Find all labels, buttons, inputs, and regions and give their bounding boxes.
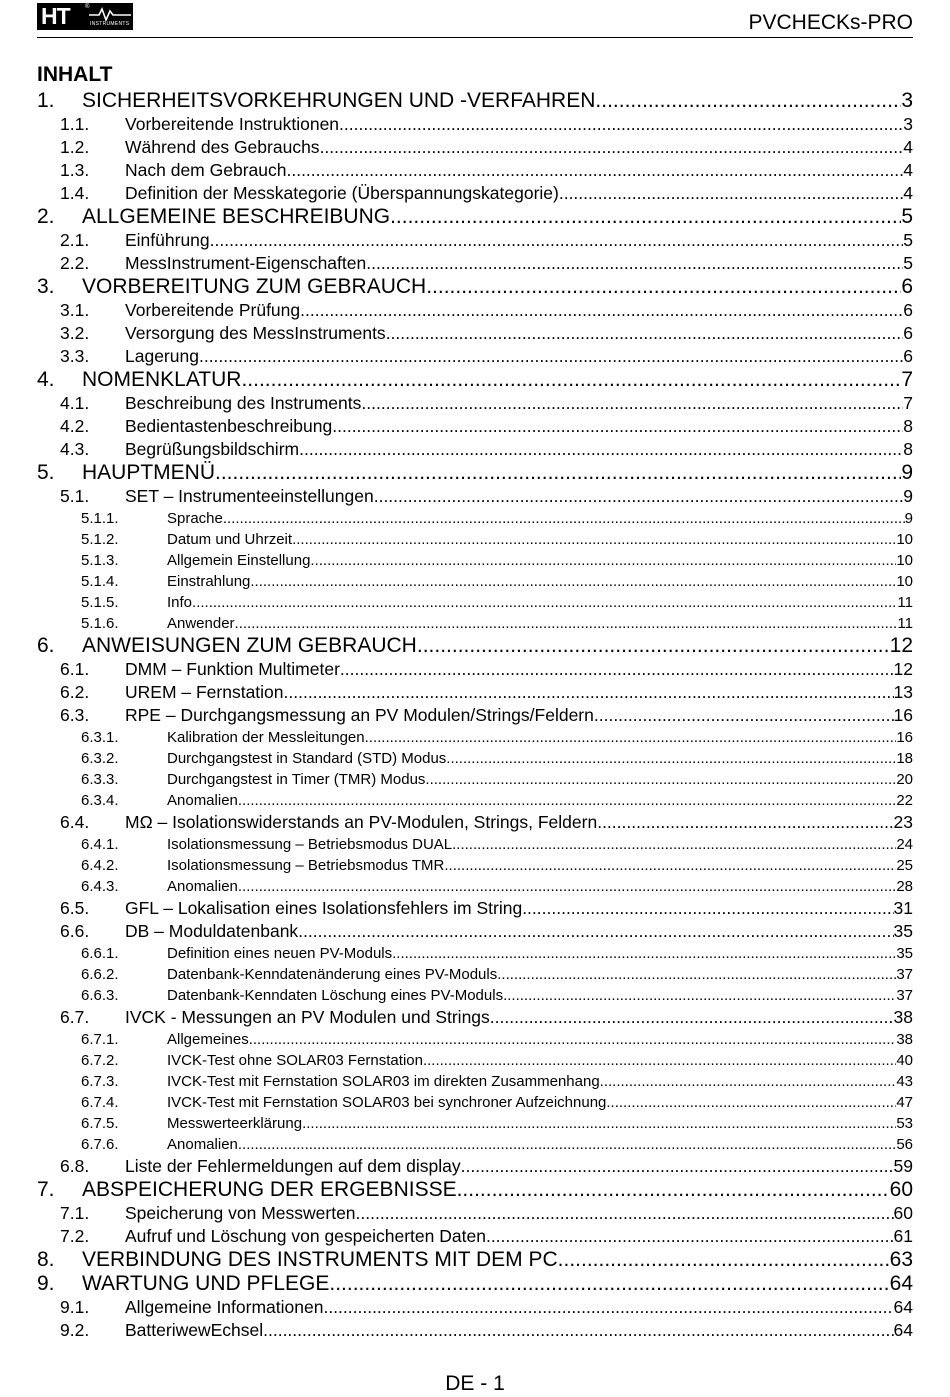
toc-entry-label: IVCK-Test mit Fernstation SOLAR03 im direkten Zusammenhang xyxy=(167,1073,600,1090)
toc-entry-label: Lagerung xyxy=(125,346,199,366)
toc-entry-label: GFL – Lokalisation eines Isolationsfehlers im String xyxy=(125,898,523,918)
toc-entry-6-7-1[interactable] xyxy=(37,1029,913,1050)
toc-entry-leader xyxy=(215,461,901,485)
toc-entry-number: 6.4.3. xyxy=(81,878,119,895)
toc-entry-page: 6 xyxy=(903,323,913,343)
toc-entry-leader xyxy=(356,1202,894,1225)
toc-entry-leader xyxy=(423,1050,896,1071)
toc-entry-leader xyxy=(606,1092,896,1113)
toc-entry-label: Anomalien xyxy=(167,878,238,895)
toc-entry-label: Definition der Messkategorie (Überspannungskategorie) xyxy=(125,183,559,203)
toc-entry-page: 11 xyxy=(897,615,913,632)
toc-entry-number: 6.6.1. xyxy=(81,945,119,962)
toc-entry-leader xyxy=(497,964,896,985)
toc-entry-label: RPE – Durchgangsmessung an PV Modulen/Strings/Feldern xyxy=(125,705,594,725)
toc-entry-number: 8. xyxy=(37,1248,55,1271)
toc-entry-number: 9. xyxy=(37,1272,55,1295)
toc-entry-number: 1.4. xyxy=(60,183,90,203)
toc-entry-number: 6.6.2. xyxy=(81,966,119,983)
toc-entry-page: 38 xyxy=(893,1007,913,1027)
toc-entry-leader xyxy=(594,704,894,727)
toc-entry-leader xyxy=(302,1113,896,1134)
toc-entry-leader xyxy=(192,592,897,613)
toc-entry-label: IVCK - Messungen an PV Modulen und Strings xyxy=(125,1007,490,1027)
toc-entry-page: 16 xyxy=(896,729,913,746)
toc-entry-leader xyxy=(284,681,894,704)
toc-entry-page: 7 xyxy=(903,393,913,413)
toc-entry-leader xyxy=(600,1071,897,1092)
toc-entry-6-6-1[interactable] xyxy=(37,943,913,964)
toc-entry-label: Während des Gebrauchs xyxy=(125,137,320,157)
toc-entry-number: 6.1. xyxy=(60,659,90,679)
toc-entry-page: 5 xyxy=(901,205,913,228)
toc-entry-page: 37 xyxy=(896,987,913,1004)
toc-entry-6-3[interactable] xyxy=(37,704,913,727)
toc-entry-6-4-1[interactable] xyxy=(37,834,913,855)
ht-logo xyxy=(37,3,133,30)
toc-entry-number: 6.7.1. xyxy=(81,1031,119,1048)
toc-entry-6-3-3[interactable] xyxy=(37,769,913,790)
toc-entry-number: 6.2. xyxy=(60,682,90,702)
toc-entry-page: 38 xyxy=(896,1031,913,1048)
toc-entry-label: Einführung xyxy=(125,230,210,250)
toc-entry-label: SET – Instrumenteeinstellungen xyxy=(125,486,374,506)
toc-entry-label: DMM – Funktion Multimeter xyxy=(125,659,340,679)
toc-entry-6-7-2[interactable] xyxy=(37,1050,913,1071)
toc-entry-7[interactable] xyxy=(37,1178,913,1202)
toc-entry-label: ABSPEICHERUNG DER ERGEBNISSE xyxy=(82,1178,457,1201)
toc-entry-label: VORBEREITUNG ZUM GEBRAUCH xyxy=(82,275,427,298)
toc-entry-number: 1.2. xyxy=(60,137,90,157)
toc-entry-label: Beschreibung des Instruments xyxy=(125,393,362,413)
toc-entry-5[interactable] xyxy=(37,461,913,485)
toc-entry-3[interactable] xyxy=(37,275,913,299)
toc-entry-leader xyxy=(241,368,901,392)
toc-entry-leader xyxy=(238,1134,896,1155)
toc-entry-5-1-2[interactable] xyxy=(37,529,913,550)
toc-entry-label: Isolationsmessung – Betriebsmodus TMR xyxy=(167,857,445,874)
toc-entry-number: 6.3.1. xyxy=(81,729,119,746)
toc-entry-6-7-6[interactable] xyxy=(37,1134,913,1155)
toc-entry-label: Nach dem Gebrauch xyxy=(125,160,287,180)
toc-entry-5-1-1[interactable] xyxy=(37,508,913,529)
toc-entry-page: 40 xyxy=(896,1052,913,1069)
toc-entry-1-4[interactable] xyxy=(37,182,913,205)
toc-entry-number: 6.7.2. xyxy=(81,1052,119,1069)
toc-entry-page: 37 xyxy=(896,966,913,983)
toc-entry-6-7-4[interactable] xyxy=(37,1092,913,1113)
toc-entry-number: 5.1.6. xyxy=(81,615,119,632)
toc-entry-label: Allgemein Einstellung xyxy=(167,552,311,569)
toc-entry-6-4-2[interactable] xyxy=(37,855,913,876)
toc-entry-page: 10 xyxy=(896,552,913,569)
toc-entry-page: 12 xyxy=(893,659,913,679)
toc-entry-number: 6.7.5. xyxy=(81,1115,119,1132)
toc-entry-2-2[interactable] xyxy=(37,252,913,275)
toc-entry-7-2[interactable] xyxy=(37,1225,913,1248)
toc-entry-leader xyxy=(286,159,903,182)
toc-entry-number: 3.1. xyxy=(60,300,90,320)
toc-entry-number: 6.3. xyxy=(60,705,90,725)
toc-entry-page: 22 xyxy=(896,792,913,809)
toc-entry-5-1-6[interactable] xyxy=(37,613,913,634)
toc-entry-leader xyxy=(300,299,903,322)
toc-entry-label: Sprache xyxy=(167,510,223,527)
toc-entry-number: 7.1. xyxy=(60,1203,90,1223)
table-of-contents xyxy=(37,89,913,1342)
toc-entry-leader xyxy=(486,1225,894,1248)
toc-entry-4-2[interactable] xyxy=(37,415,913,438)
toc-entry-number: 2.2. xyxy=(60,253,90,273)
toc-entry-number: 5.1.2. xyxy=(81,531,119,548)
toc-entry-number: 5. xyxy=(37,461,55,484)
toc-entry-label: IVCK-Test mit Fernstation SOLAR03 bei synchroner Aufzeichnung xyxy=(167,1094,607,1111)
toc-entry-9[interactable] xyxy=(37,1272,913,1296)
toc-entry-label: Kalibration der Messleitungen xyxy=(167,729,365,746)
toc-entry-leader xyxy=(461,1155,894,1178)
toc-entry-number: 6.7.4. xyxy=(81,1094,119,1111)
toc-entry-1[interactable] xyxy=(37,89,913,113)
toc-entry-page: 18 xyxy=(896,750,913,767)
toc-entry-number: 4.3. xyxy=(60,439,90,459)
toc-entry-page: 31 xyxy=(893,898,913,918)
toc-entry-label: Vorbereitende Instruktionen xyxy=(125,114,340,134)
toc-entry-label: NOMENKLATUR xyxy=(82,368,242,391)
toc-entry-label: Datenbank-Kenndatenänderung eines PV-Moduls xyxy=(167,966,498,983)
toc-entry-label: WARTUNG UND PFLEGE xyxy=(82,1272,330,1295)
toc-entry-number: 9.1. xyxy=(60,1297,90,1317)
toc-entry-number: 6.3.4. xyxy=(81,792,119,809)
toc-entry-page: 3 xyxy=(901,89,913,112)
toc-entry-page: 11 xyxy=(897,594,913,611)
toc-entry-page: 64 xyxy=(889,1272,913,1295)
toc-entry-page: 4 xyxy=(903,160,913,180)
toc-entry-leader xyxy=(559,182,903,205)
toc-entry-page: 9 xyxy=(904,510,913,527)
toc-entry-number: 7. xyxy=(37,1178,55,1201)
toc-entry-page: 28 xyxy=(896,878,913,895)
toc-entry-label: Definition eines neuen PV-Moduls xyxy=(167,945,393,962)
toc-entry-leader xyxy=(223,508,905,529)
toc-entry-6-4-3[interactable] xyxy=(37,876,913,897)
toc-entry-number: 5.1.1. xyxy=(81,510,119,527)
toc-entry-number: 6.6.3. xyxy=(81,987,119,1004)
toc-entry-label: Aufruf und Löschung von gespeicherten Daten xyxy=(125,1226,486,1246)
toc-entry-label: ALLGEMEINE BESCHREIBUNG xyxy=(82,205,391,228)
toc-title: INHALT xyxy=(37,63,113,86)
toc-entry-label: Messwerteerklärung xyxy=(167,1115,303,1132)
toc-entry-2[interactable] xyxy=(37,205,913,229)
toc-entry-number: 6.7. xyxy=(60,1007,90,1027)
toc-entry-9-2[interactable] xyxy=(37,1319,913,1342)
toc-entry-number: 6.4. xyxy=(60,812,90,832)
toc-entry-leader xyxy=(425,769,896,790)
toc-entry-page: 8 xyxy=(903,416,913,436)
toc-entry-leader xyxy=(238,790,896,811)
toc-entry-page: 16 xyxy=(893,705,913,725)
toc-entry-3-1[interactable] xyxy=(37,299,913,322)
toc-entry-leader xyxy=(235,613,898,634)
toc-entry-number: 3. xyxy=(37,275,55,298)
toc-entry-number: 2. xyxy=(37,205,55,228)
toc-entry-label: Versorgung des MessInstruments xyxy=(125,323,386,343)
toc-entry-number: 6.5. xyxy=(60,898,90,918)
toc-entry-leader xyxy=(503,985,896,1006)
toc-entry-leader xyxy=(250,571,896,592)
toc-entry-number: 4. xyxy=(37,368,55,391)
toc-entry-leader xyxy=(452,834,896,855)
toc-entry-label: ANWEISUNGEN ZUM GEBRAUCH xyxy=(82,634,417,657)
toc-entry-leader xyxy=(386,322,904,345)
toc-entry-number: 6.8. xyxy=(60,1156,90,1176)
toc-entry-leader xyxy=(392,943,896,964)
toc-entry-label: VERBINDUNG DES INSTRUMENTS MIT DEM PC xyxy=(82,1248,558,1271)
toc-entry-6-7-3[interactable] xyxy=(37,1071,913,1092)
toc-entry-page: 60 xyxy=(889,1178,913,1201)
toc-entry-page: 59 xyxy=(893,1156,913,1176)
toc-entry-page: 25 xyxy=(896,857,913,874)
toc-entry-6-1[interactable] xyxy=(37,658,913,681)
toc-entry-number: 7.2. xyxy=(60,1226,90,1246)
toc-entry-leader xyxy=(329,1272,889,1296)
toc-entry-7-1[interactable] xyxy=(37,1202,913,1225)
toc-entry-leader xyxy=(444,855,896,876)
toc-entry-leader xyxy=(426,275,901,299)
toc-entry-leader xyxy=(332,415,903,438)
toc-entry-label: Info xyxy=(167,594,193,611)
toc-entry-number: 3.3. xyxy=(60,346,90,366)
toc-entry-leader xyxy=(374,485,904,508)
toc-entry-6-8[interactable] xyxy=(37,1155,913,1178)
toc-entry-leader xyxy=(366,252,903,275)
toc-entry-6-2[interactable] xyxy=(37,681,913,704)
toc-entry-label: Datum und Uhrzeit xyxy=(167,531,293,548)
toc-entry-label: DB – Moduldatenbank xyxy=(125,921,299,941)
toc-entry-leader xyxy=(263,1319,893,1342)
toc-entry-page: 3 xyxy=(903,114,913,134)
toc-entry-5-1[interactable] xyxy=(37,485,913,508)
toc-entry-number: 5.1.4. xyxy=(81,573,119,590)
toc-entry-label: IVCK-Test ohne SOLAR03 Fernstation xyxy=(167,1052,423,1069)
toc-entry-page: 8 xyxy=(903,439,913,459)
page-header xyxy=(37,0,913,38)
toc-entry-leader xyxy=(210,229,904,252)
toc-entry-page: 5 xyxy=(903,230,913,250)
toc-entry-label: Allgemeines xyxy=(167,1031,249,1048)
toc-entry-page: 35 xyxy=(896,945,913,962)
toc-entry-leader xyxy=(339,113,903,136)
toc-entry-leader xyxy=(597,811,893,834)
toc-entry-label: BatteriwewEchsel xyxy=(125,1320,264,1340)
toc-entry-page: 7 xyxy=(901,368,913,391)
toc-entry-leader xyxy=(298,920,893,943)
toc-entry-number: 4.1. xyxy=(60,393,90,413)
toc-entry-leader xyxy=(340,658,894,681)
toc-entry-page: 24 xyxy=(896,836,913,853)
toc-entry-leader xyxy=(361,392,903,415)
toc-entry-label: UREM – Fernstation xyxy=(125,682,284,702)
toc-entry-number: 5.1.5. xyxy=(81,594,119,611)
toc-entry-6-6-3[interactable] xyxy=(37,985,913,1006)
toc-entry-leader xyxy=(238,876,896,897)
toc-entry-label: Anomalien xyxy=(167,1136,238,1153)
toc-entry-page: 64 xyxy=(893,1320,913,1340)
toc-entry-6-6-2[interactable] xyxy=(37,964,913,985)
toc-entry-page: 60 xyxy=(893,1203,913,1223)
registered-mark: ® xyxy=(85,4,90,10)
toc-entry-page: 12 xyxy=(889,634,913,657)
toc-entry-page: 4 xyxy=(903,137,913,157)
toc-entry-6-6[interactable] xyxy=(37,920,913,943)
toc-entry-5-1-4[interactable] xyxy=(37,571,913,592)
toc-entry-3-3[interactable] xyxy=(37,345,913,368)
toc-entry-label: Anomalien xyxy=(167,792,238,809)
toc-entry-page: 9 xyxy=(901,461,913,484)
toc-entry-leader xyxy=(417,634,890,658)
toc-entry-number: 6.3.2. xyxy=(81,750,119,767)
toc-entry-6-7-5[interactable] xyxy=(37,1113,913,1134)
toc-entry-6-5[interactable] xyxy=(37,897,913,920)
toc-entry-number: 9.2. xyxy=(60,1320,90,1340)
toc-entry-label: Isolationsmessung – Betriebsmodus DUAL xyxy=(167,836,453,853)
toc-entry-label: SICHERHEITSVORKEHRUNGEN UND -VERFAHREN xyxy=(82,89,596,112)
toc-entry-page: 63 xyxy=(889,1248,913,1271)
toc-entry-label: MessInstrument-Eigenschaften xyxy=(125,253,367,273)
toc-entry-leader xyxy=(199,345,903,368)
toc-entry-number: 5.1.3. xyxy=(81,552,119,569)
toc-entry-page: 10 xyxy=(896,531,913,548)
toc-entry-8[interactable] xyxy=(37,1248,913,1272)
toc-entry-page: 23 xyxy=(893,812,913,832)
toc-entry-1-2[interactable] xyxy=(37,136,913,159)
logo-subtext: INSTRUMENTS xyxy=(90,21,130,27)
toc-entry-label: Datenbank-Kenndaten Löschung eines PV-Moduls xyxy=(167,987,504,1004)
toc-entry-label: Bedientastenbeschreibung xyxy=(125,416,333,436)
toc-entry-page: 5 xyxy=(903,253,913,273)
toc-entry-leader xyxy=(457,1178,890,1202)
toc-entry-page: 10 xyxy=(896,573,913,590)
toc-entry-4[interactable] xyxy=(37,368,913,392)
toc-entry-leader xyxy=(390,205,901,229)
toc-entry-number: 5.1. xyxy=(60,486,90,506)
toc-entry-number: 6.7.3. xyxy=(81,1073,119,1090)
toc-entry-label: Allgemeine Informationen xyxy=(125,1297,324,1317)
toc-entry-number: 1.1. xyxy=(60,114,90,134)
toc-entry-label: HAUPTMENÜ xyxy=(82,461,216,484)
toc-entry-label: Anwender xyxy=(167,615,235,632)
toc-entry-page: 61 xyxy=(893,1226,913,1246)
toc-entry-page: 13 xyxy=(893,682,913,702)
toc-entry-4-1[interactable] xyxy=(37,392,913,415)
waveform-icon xyxy=(89,7,131,21)
toc-entry-page: 47 xyxy=(896,1094,913,1111)
toc-entry-page: 4 xyxy=(903,183,913,203)
toc-entry-label: Einstrahlung xyxy=(167,573,251,590)
toc-entry-1-1[interactable] xyxy=(37,113,913,136)
toc-entry-number: 3.2. xyxy=(60,323,90,343)
toc-entry-page: 20 xyxy=(896,771,913,788)
toc-entry-page: 35 xyxy=(893,921,913,941)
toc-entry-6[interactable] xyxy=(37,634,913,658)
toc-entry-9-1[interactable] xyxy=(37,1296,913,1319)
toc-entry-leader xyxy=(299,438,903,461)
toc-entry-4-3[interactable] xyxy=(37,438,913,461)
toc-entry-3-2[interactable] xyxy=(37,322,913,345)
toc-entry-leader xyxy=(490,1006,894,1029)
toc-entry-page: 43 xyxy=(896,1073,913,1090)
product-name: PVCHECKs-PRO xyxy=(748,11,913,34)
toc-entry-1-3[interactable] xyxy=(37,159,913,182)
toc-entry-6-3-4[interactable] xyxy=(37,790,913,811)
toc-entry-label: Liste der Fehlermeldungen auf dem display xyxy=(125,1156,461,1176)
toc-entry-page: 53 xyxy=(896,1115,913,1132)
toc-entry-page: 6 xyxy=(903,346,913,366)
toc-entry-6-4[interactable] xyxy=(37,811,913,834)
page-number: DE - 1 xyxy=(445,1372,505,1395)
toc-entry-5-1-3[interactable] xyxy=(37,550,913,571)
toc-entry-label: Durchgangstest in Timer (TMR) Modus xyxy=(167,771,426,788)
toc-entry-number: 6.4.2. xyxy=(81,857,119,874)
logo-text: HT xyxy=(41,3,70,29)
toc-entry-label: Vorbereitende Prüfung xyxy=(125,300,301,320)
toc-entry-number: 1. xyxy=(37,89,55,112)
toc-entry-number: 4.2. xyxy=(60,416,90,436)
toc-entry-number: 6.6. xyxy=(60,921,90,941)
toc-entry-page: 56 xyxy=(896,1136,913,1153)
toc-entry-leader xyxy=(249,1029,897,1050)
toc-entry-page: 9 xyxy=(903,486,913,506)
toc-entry-6-7[interactable] xyxy=(37,1006,913,1029)
toc-entry-leader xyxy=(558,1248,890,1272)
toc-entry-label: Durchgangstest in Standard (STD) Modus xyxy=(167,750,447,767)
toc-entry-6-3-1[interactable] xyxy=(37,727,913,748)
toc-entry-2-1[interactable] xyxy=(37,229,913,252)
toc-entry-page: 6 xyxy=(901,275,913,298)
toc-entry-leader xyxy=(522,897,893,920)
toc-entry-6-3-2[interactable] xyxy=(37,748,913,769)
toc-entry-leader xyxy=(320,136,904,159)
toc-entry-number: 6.4.1. xyxy=(81,836,119,853)
toc-entry-label: MΩ – Isolationswiderstands an PV-Modulen, Strings, Feldern xyxy=(125,812,598,832)
toc-entry-number: 1.3. xyxy=(60,160,90,180)
toc-entry-leader xyxy=(595,89,901,113)
toc-entry-number: 6. xyxy=(37,634,55,657)
toc-entry-label: Begrüßungsbildschirm xyxy=(125,439,300,459)
toc-entry-label: Speicherung von Messwerten xyxy=(125,1203,356,1223)
toc-entry-number: 6.7.6. xyxy=(81,1136,119,1153)
toc-entry-page: 6 xyxy=(903,300,913,320)
toc-entry-leader xyxy=(446,748,896,769)
toc-entry-leader xyxy=(323,1296,893,1319)
toc-entry-leader xyxy=(365,727,897,748)
toc-entry-number: 2.1. xyxy=(60,230,90,250)
toc-entry-5-1-5[interactable] xyxy=(37,592,913,613)
toc-entry-page: 64 xyxy=(893,1297,913,1317)
toc-entry-leader xyxy=(310,550,896,571)
toc-entry-leader xyxy=(292,529,896,550)
toc-entry-number: 6.3.3. xyxy=(81,771,119,788)
